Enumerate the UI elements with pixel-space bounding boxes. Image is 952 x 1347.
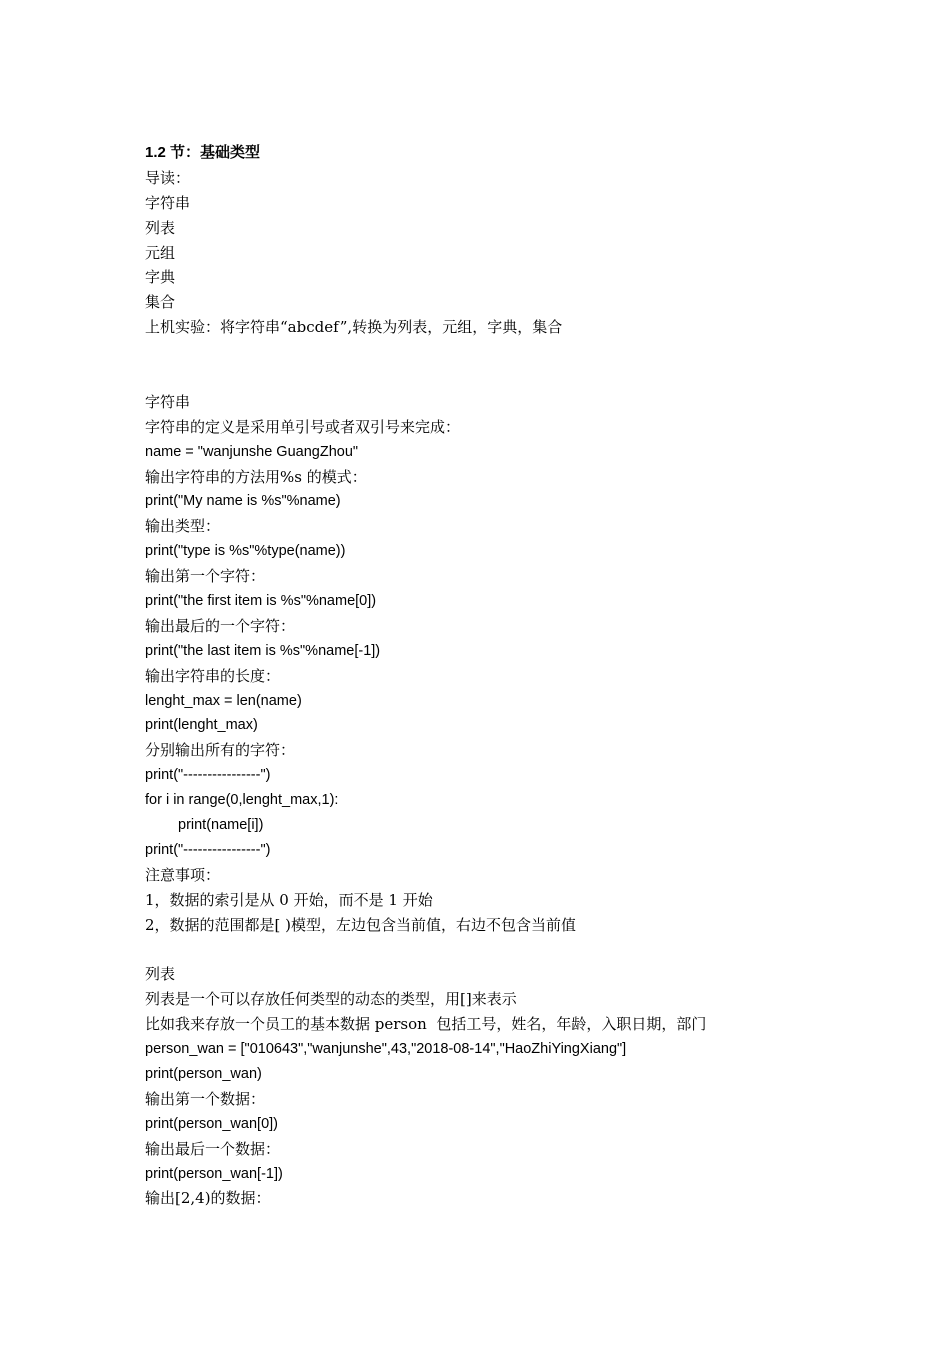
intro-heading: 导读： <box>145 168 191 187</box>
intro-item: 字典 <box>145 268 176 287</box>
note-item: 1，数据的索引是从 0 开始，而不是 1 开始 <box>145 890 433 909</box>
note-item: 2，数据的范围都是[ )模型，左边包含当前值，右边不包含当前值 <box>145 915 577 934</box>
code-line: print(lenght_max) <box>145 717 258 734</box>
code-line: print("----------------") <box>145 767 271 784</box>
code-line: print("the first item is %s"%name[0]) <box>145 593 377 610</box>
code-line: lenght_max = len(name) <box>145 692 302 709</box>
code-line: print(person_wan[-1]) <box>145 1165 283 1182</box>
section-title: 1.2 节：基础类型 <box>145 144 261 161</box>
description-line: 输出最后的一个字符： <box>145 616 296 635</box>
description-line: 输出第一个字符： <box>145 567 266 586</box>
code-line: print("My name is %s"%name) <box>145 493 341 510</box>
intro-item: 列表 <box>145 218 176 237</box>
description-line: 输出字符串的方法用%s 的模式： <box>145 467 367 486</box>
lab-exercise: 上机实验：将字符串“abcdef”,转换为列表，元组，字典，集合 <box>145 318 563 337</box>
notes-heading: 注意事项： <box>145 865 221 884</box>
code-line: print(person_wan) <box>145 1065 262 1082</box>
code-line: print(person_wan[0]) <box>145 1115 278 1132</box>
description-line: 输出[2,4)的数据： <box>145 1189 271 1208</box>
code-line: person_wan = ["010643","wanjunshe",43,"2018-08-14","HaoZhiYingXiang"] <box>145 1041 627 1058</box>
code-line-indented: print(name[i]) <box>178 817 264 834</box>
string-definition: 字符串的定义是采用单引号或者双引号来完成： <box>145 417 461 436</box>
code-line: for i in range(0,lenght_max,1): <box>145 792 339 809</box>
description-line: 输出类型： <box>145 517 221 536</box>
code-line: name = "wanjunshe GuangZhou" <box>145 443 359 460</box>
description-line: 比如我来存放一个员工的基本数据 person 包括工号，姓名，年龄，入职日期，部门 <box>145 1015 707 1034</box>
document-body <box>145 141 905 1211</box>
code-line: print("the last item is %s"%name[-1]) <box>145 642 381 659</box>
description-line: 输出最后一个数据： <box>145 1139 281 1158</box>
description-line: 输出字符串的长度： <box>145 666 281 685</box>
list-definition: 列表是一个可以存放任何类型的动态的类型，用[]来表示 <box>145 990 517 1009</box>
spacer <box>145 938 905 963</box>
intro-item: 元组 <box>145 243 176 262</box>
description-line: 分别输出所有的字符： <box>145 741 296 760</box>
code-line: print("type is %s"%type(name)) <box>145 543 346 560</box>
description-line: 输出第一个数据： <box>145 1089 266 1108</box>
spacer <box>145 365 905 390</box>
list-heading: 列表 <box>145 965 176 984</box>
intro-item: 字符串 <box>145 193 191 212</box>
spacer <box>145 340 905 365</box>
intro-item: 集合 <box>145 293 176 312</box>
string-heading: 字符串 <box>145 392 191 411</box>
code-line: print("----------------") <box>145 841 271 858</box>
